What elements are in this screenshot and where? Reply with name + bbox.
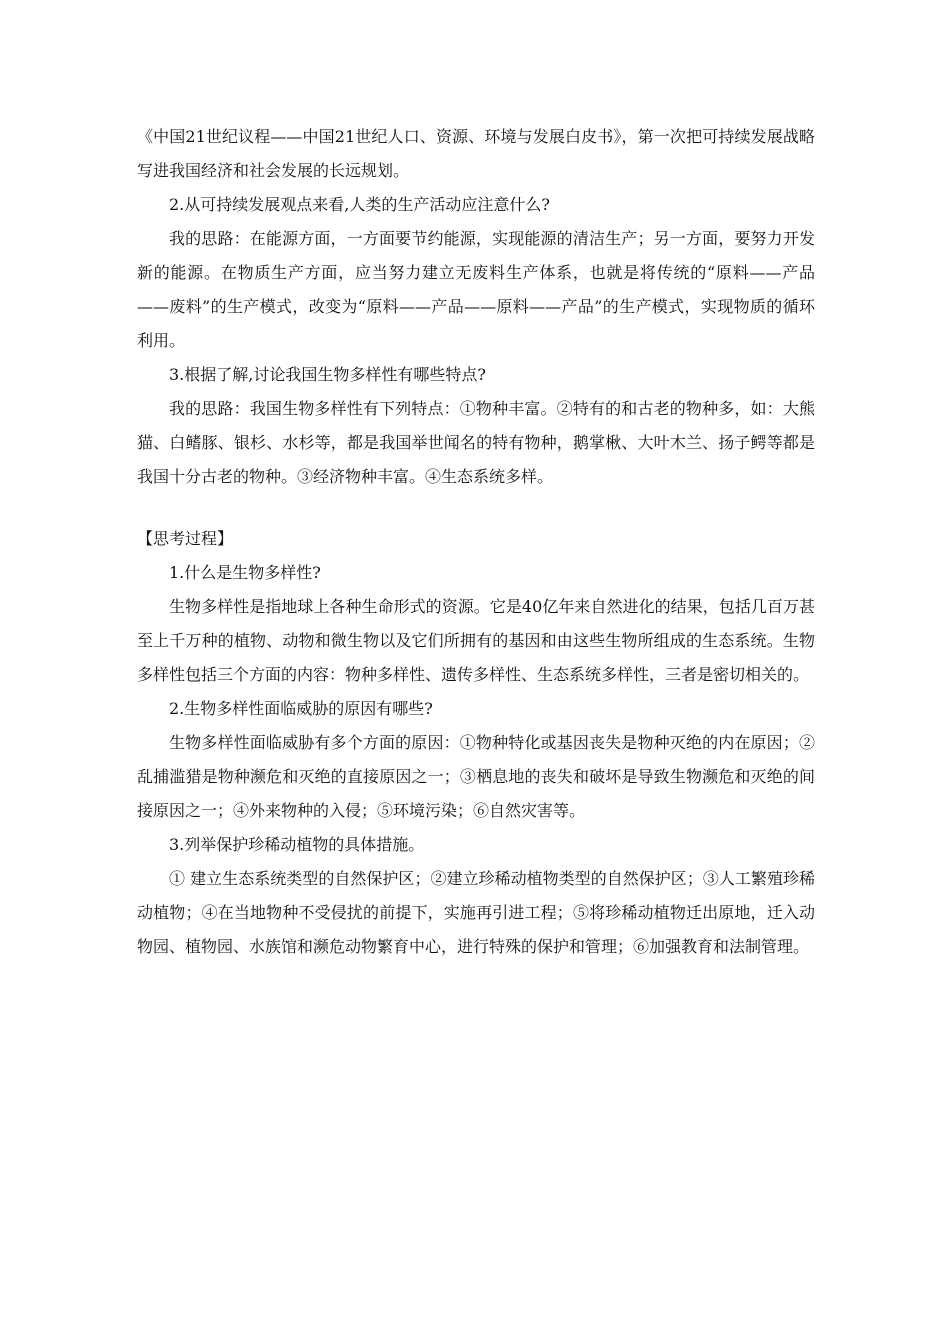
question-2: 2.从可持续发展观点来看,人类的生产活动应注意什么? (169, 195, 550, 214)
section-heading-thinking: 【思考过程】 (137, 529, 234, 548)
document-body (137, 120, 815, 964)
thinking-question-1: 1.什么是生物多样性? (169, 563, 321, 582)
section-gap (137, 494, 815, 522)
thinking-question-2: 2.生物多样性面临威胁的原因有哪些? (169, 699, 433, 718)
answer-3: 我的思路：我国生物多样性有下列特点：①物种丰富。②特有的和古老的物种多，如：大熊猫、白鳍豚、银杉、水杉等，都是我国举世闻名的特有物种，鹅掌楸、大叶木兰、扬子鳄等都是我国十分古老的物种。③经济物种丰富。④生态系统多样。 (137, 399, 815, 486)
intro-paragraph: 《中国21世纪议程——中国21世纪人口、资源、环境与发展白皮书》，第一次把可持续发展战略写进我国经济和社会发展的长远规划。 (137, 127, 815, 180)
thinking-answer-1: 生物多样性是指地球上各种生命形式的资源。它是40亿年来自然进化的结果，包括几百万甚至上千万种的植物、动物和微生物以及它们所拥有的基因和由这些生物所组成的生态系统。生物多样性包括三个方面的内容：物种多样性、遗传多样性、生态系统多样性，三者是密切相关的。 (137, 597, 815, 684)
thinking-answer-2: 生物多样性面临威胁有多个方面的原因：①物种特化或基因丧失是物种灭绝的内在原因；②乱捕滥猎是物种濒危和灭绝的直接原因之一；③栖息地的丧失和破坏是导致生物濒危和灭绝的间接原因之一；④外来物种的入侵；⑤环境污染；⑥自然灾害等。 (137, 733, 815, 820)
thinking-question-3: 3.列举保护珍稀动植物的具体措施。 (169, 835, 425, 854)
answer-2: 我的思路：在能源方面，一方面要节约能源，实现能源的清洁生产；另一方面，要努力开发新的能源。在物质生产方面，应当努力建立无废料生产体系，也就是将传统的“原料——产品——废料”的生产模式，改变为“原料——产品——原料——产品”的生产模式，实现物质的循环利用。 (137, 229, 815, 350)
thinking-answer-3: ① 建立生态系统类型的自然保护区；②建立珍稀动植物类型的自然保护区；③人工繁殖珍稀动植物；④在当地物种不受侵扰的前提下，实施再引进工程；⑤将珍稀动植物迁出原地，迁入动物园、植物园、水族馆和濒危动物繁育中心，进行特殊的保护和管理；⑥加强教育和法制管理。 (137, 869, 815, 956)
question-3: 3.根据了解,讨论我国生物多样性有哪些特点? (169, 365, 486, 384)
